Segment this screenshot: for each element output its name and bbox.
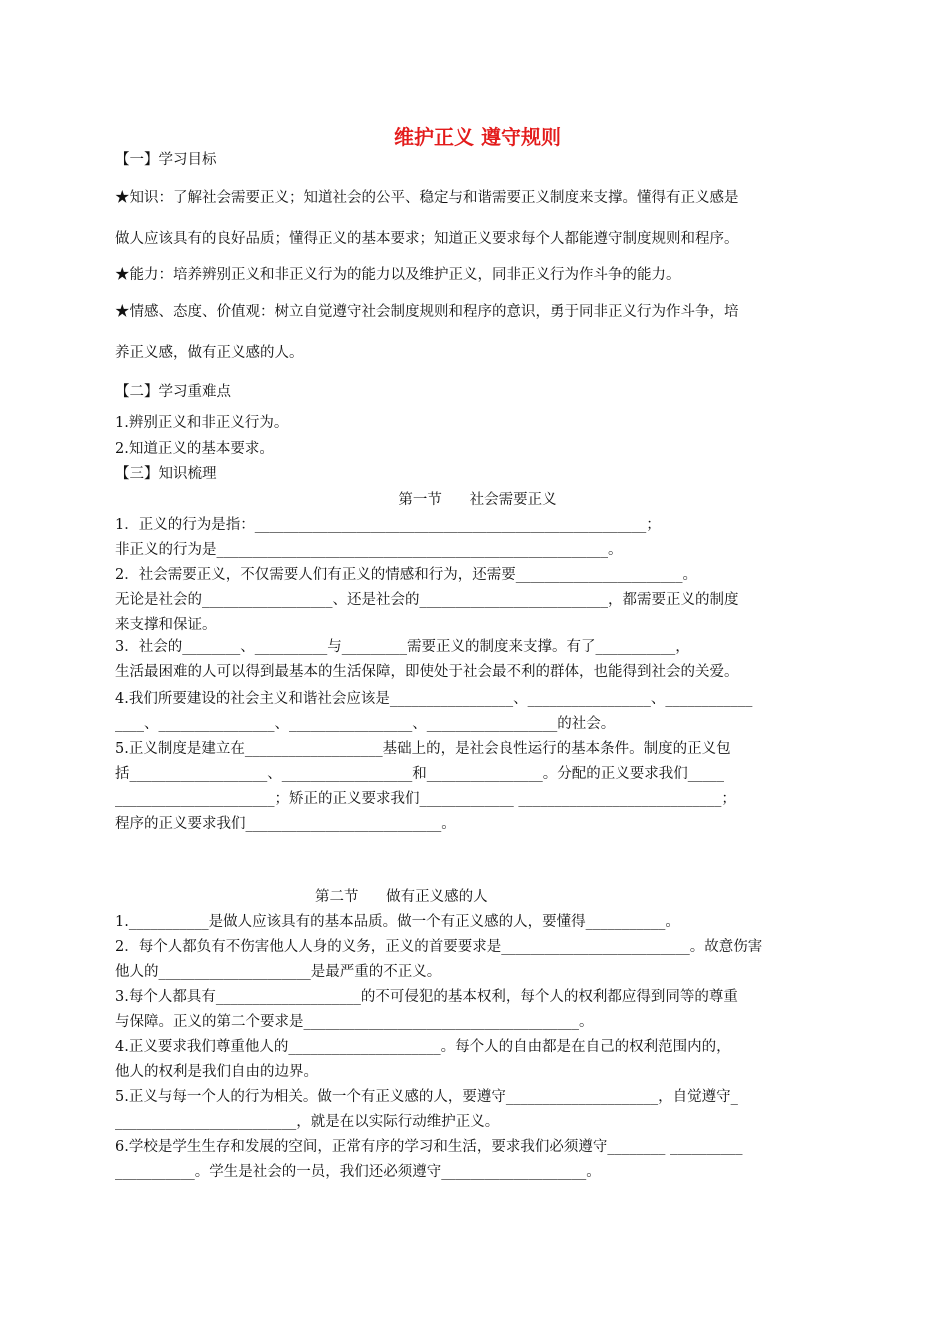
- section1-line: 3．社会的________、__________与_________需要正义的制度来支撑。有了___________，: [115, 639, 690, 655]
- section1-line: 生活最困难的人可以得到最基本的生活保障，即使处于社会最不利的群体，也能得到社会的关爱。: [115, 664, 739, 680]
- section2-line: 与保障。正义的第二个要求是______________________________________。: [115, 1014, 594, 1030]
- goal-line: ★情感、态度、价值观：树立自觉遵守社会制度规则和程序的意识，勇于同非正义行为作斗争，培: [115, 304, 739, 320]
- section1-title: 第一节 社会需要正义: [398, 492, 557, 508]
- goal-line: 养正义感，做有正义感的人。: [115, 345, 304, 361]
- section2-line: 6.学校是学生生存和发展的空间，正常有序的学习和生活，要求我们必须遵守________ __________: [115, 1139, 743, 1155]
- section1-line: 1．正义的行为是指：______________________________________________________；: [115, 517, 661, 533]
- goal-line: 做人应该具有的良好品质；懂得正义的基本要求；知道正义要求每个人都能遵守制度规则和程序。: [115, 231, 739, 247]
- goal-line: ★能力：培养辨别正义和非正义行为的能力以及维护正义，同非正义行为作斗争的能力。: [115, 267, 681, 283]
- document-title: 维护正义 遵守规则: [394, 125, 561, 149]
- section2-title: 第二节 做有正义感的人: [315, 889, 488, 905]
- key-heading: 【二】学习重难点: [115, 384, 231, 400]
- section1-line: 4.我们所要建设的社会主义和谐社会应该是_________________、_________________、____________: [115, 691, 753, 707]
- section1-line: 无论是社会的__________________、还是社会的__________________________，都需要正义的制度: [115, 592, 739, 608]
- section2-line: 2．每个人都负有不伤害他人人身的义务，正义的首要要求是__________________________。故意伤害: [115, 939, 763, 955]
- section1-line: 5.正义制度是建立在___________________基础上的，是社会良性运行的基本条件。制度的正义包: [115, 741, 731, 757]
- goals-heading: 【一】学习目标: [115, 152, 217, 168]
- goal-line: ★知识：了解社会需要正义；知道社会的公平、稳定与和谐需要正义制度来支撑。懂得有正义感是: [115, 190, 739, 206]
- section2-line: 3.每个人都具有____________________的不可侵犯的基本权利，每个人的权利都应得到同等的尊重: [115, 989, 738, 1005]
- section1-line: 括___________________、__________________和________________。分配的正义要求我们_____: [115, 766, 724, 782]
- section2-line: 他人的权利是我们自由的边界。: [115, 1064, 318, 1080]
- section1-line: ______________________；矫正的正义要求我们_____________ ____________________________；: [115, 791, 736, 807]
- section1-line: ____、________________、_________________、__________________的社会。: [115, 716, 616, 732]
- section1-line: 来支撑和保证。: [115, 617, 217, 633]
- section1-line: 非正义的行为是______________________________________________________。: [115, 542, 623, 558]
- key-point: 2.知道正义的基本要求。: [115, 441, 274, 457]
- review-heading: 【三】知识梳理: [115, 466, 217, 482]
- section1-line: 2．社会需要正义，不仅需要人们有正义的情感和行为，还需要_______________________。: [115, 567, 697, 583]
- section2-line: ___________。学生是社会的一员，我们还必须遵守____________________。: [115, 1164, 601, 1180]
- key-point: 1.辨别正义和非正义行为。: [115, 415, 289, 431]
- section2-line: _________________________，就是在以实际行动维护正义。: [115, 1114, 500, 1130]
- section2-line: 1.___________是做人应该具有的基本品质。做一个有正义感的人，要懂得___________。: [115, 914, 680, 930]
- section2-line: 他人的_____________________是最严重的不正义。: [115, 964, 442, 980]
- section2-line: 5.正义与每一个人的行为相关。做一个有正义感的人，要遵守_____________________，自觉遵守_: [115, 1089, 738, 1105]
- section1-line: 程序的正义要求我们___________________________。: [115, 816, 456, 832]
- section2-line: 4.正义要求我们尊重他人的_____________________。每个人的自由都是在自己的权利范围内的，: [115, 1039, 731, 1055]
